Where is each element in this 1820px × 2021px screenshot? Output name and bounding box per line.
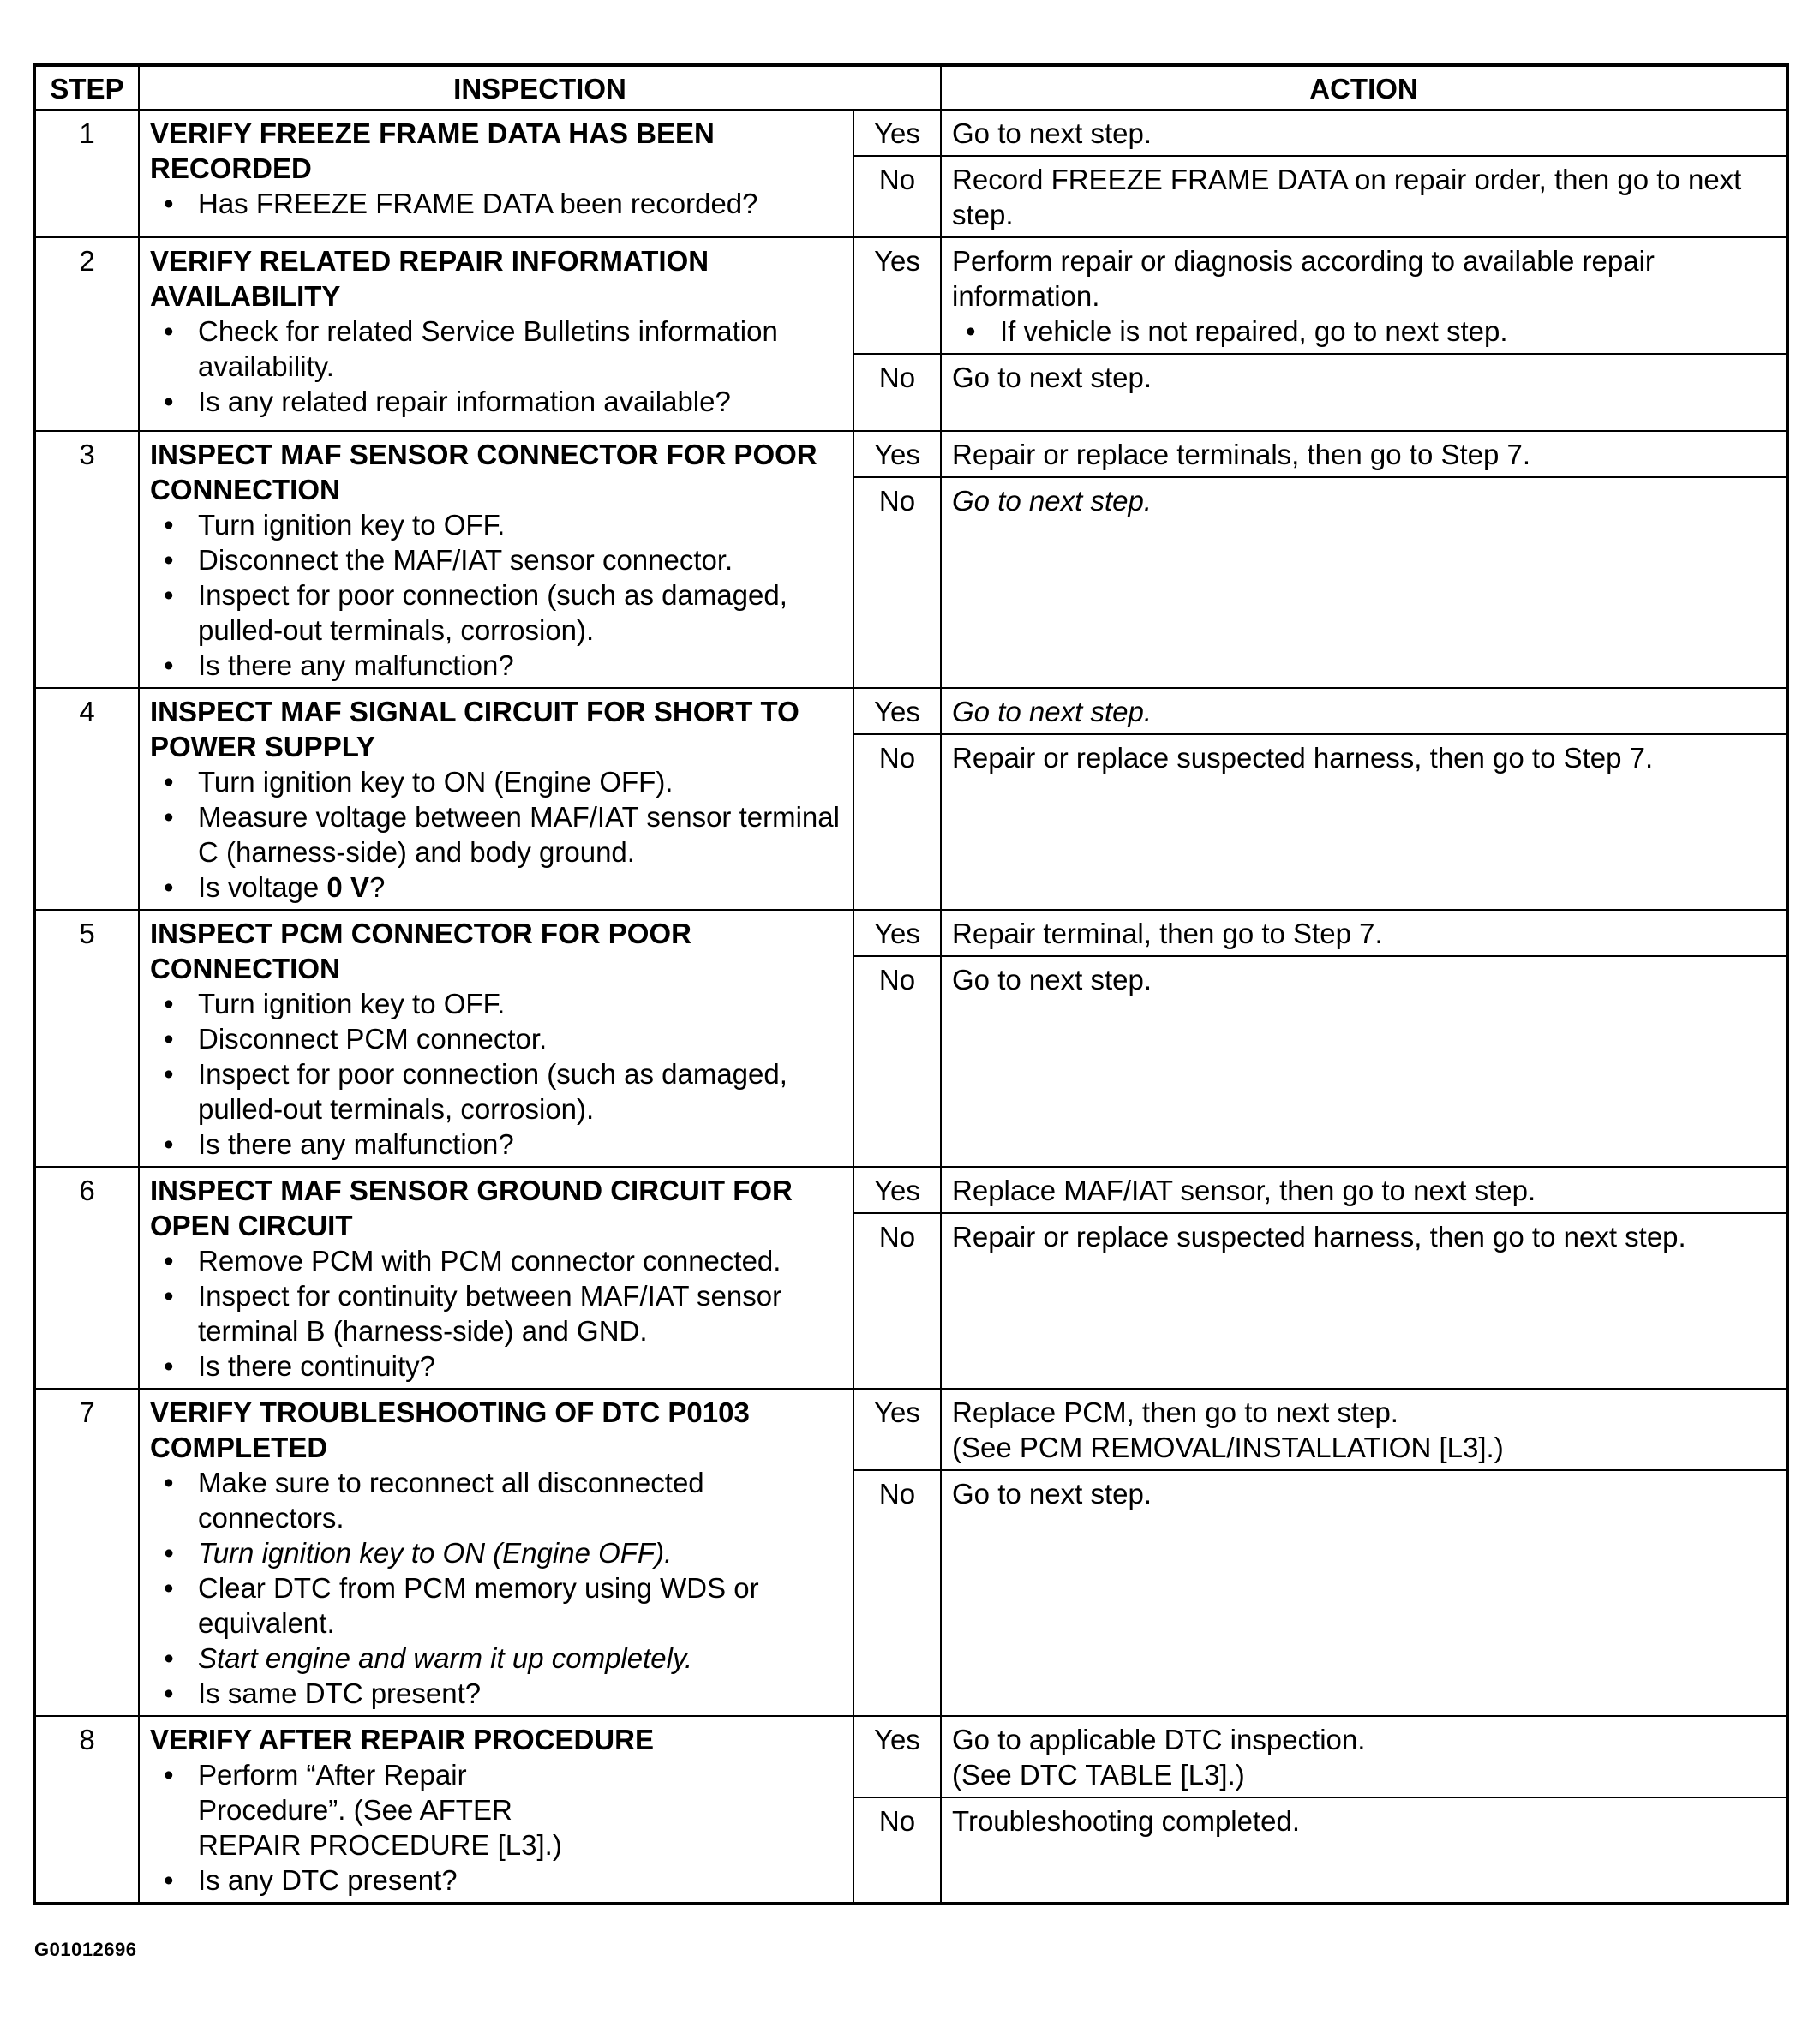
- table-row: [34, 431, 1787, 477]
- step-number: 1: [34, 110, 139, 237]
- diagnostic-procedure-table: [33, 63, 1789, 1905]
- table-row: [34, 1167, 1787, 1213]
- header-step: STEP: [34, 65, 139, 110]
- inspection-bullet: • Inspect for poor connection (such as damaged, pulled-out terminals, corrosion).: [198, 1056, 842, 1127]
- yes-action-reference: (See DTC TABLE [L3].): [952, 1759, 1245, 1791]
- table-row: [34, 110, 1787, 156]
- yes-label: Yes: [853, 431, 941, 477]
- table-row: [34, 910, 1787, 956]
- no-action: Troubleshooting completed.: [941, 1797, 1787, 1904]
- inspection-bullet: • Turn ignition key to OFF.: [198, 986, 842, 1021]
- inspection-bullet: • Make sure to reconnect all disconnected connectors.: [198, 1465, 842, 1535]
- inspection-title: INSPECT MAF SENSOR GROUND CIRCUIT FOR OPEN CIRCUIT: [150, 1175, 793, 1241]
- yes-action-cell: [941, 1389, 1787, 1470]
- inspection-bullet: • Is any DTC present?: [198, 1863, 620, 1898]
- table-row: [34, 1716, 1787, 1797]
- table-header-row: [34, 65, 1787, 110]
- inspection-title: INSPECT MAF SENSOR CONNECTOR FOR POOR CONNECTION: [150, 439, 817, 505]
- no-label: No: [853, 734, 941, 910]
- yes-action: Go to applicable DTC inspection.: [952, 1724, 1366, 1755]
- inspection-bullet: • Turn ignition key to ON (Engine OFF).: [198, 764, 842, 799]
- no-label: No: [853, 1213, 941, 1389]
- yes-label: Yes: [853, 688, 941, 734]
- inspection-bullet: • Perform “After Repair Procedure”. (See AFTER REPAIR PROCEDURE [L3].): [198, 1757, 620, 1863]
- inspection-cell: [139, 910, 853, 1167]
- voltage-value: 0 V: [326, 871, 369, 903]
- inspection-bullet: • Is same DTC present?: [198, 1676, 842, 1711]
- inspection-cell: [139, 237, 853, 431]
- inspection-cell: [139, 688, 853, 910]
- inspection-bullet: • Is there continuity?: [198, 1348, 842, 1384]
- yes-label: Yes: [853, 1389, 941, 1470]
- inspection-bullet: • Turn ignition key to OFF.: [198, 507, 842, 542]
- yes-label: Yes: [853, 1716, 941, 1797]
- no-label: No: [853, 156, 941, 237]
- step-number: 6: [34, 1167, 139, 1389]
- no-action: Repair or replace suspected harness, then go to next step.: [941, 1213, 1787, 1389]
- figure-code: G01012696: [34, 1939, 137, 1960]
- inspection-title: INSPECT MAF SIGNAL CIRCUIT FOR SHORT TO POWER SUPPLY: [150, 696, 799, 762]
- no-label: No: [853, 1470, 941, 1716]
- step-number: 5: [34, 910, 139, 1167]
- inspection-bullet: • Start engine and warm it up completely.: [198, 1641, 842, 1676]
- inspection-bullet: • Clear DTC from PCM memory using WDS or equivalent.: [198, 1570, 842, 1641]
- yes-label: Yes: [853, 910, 941, 956]
- inspection-title: VERIFY FREEZE FRAME DATA HAS BEEN RECORDED: [150, 117, 715, 184]
- no-action: Go to next step.: [941, 1470, 1787, 1716]
- step-number: 8: [34, 1716, 139, 1904]
- no-action: Go to next step.: [941, 956, 1787, 1167]
- yes-action-cell: [941, 237, 1787, 354]
- inspection-bullet: • Is there any malfunction?: [198, 648, 842, 683]
- no-label: No: [853, 956, 941, 1167]
- step-number: 2: [34, 237, 139, 431]
- inspection-cell: [139, 1167, 853, 1389]
- inspection-bullet: • Is there any malfunction?: [198, 1127, 842, 1162]
- no-action: Repair or replace suspected harness, then go to Step 7.: [941, 734, 1787, 910]
- yes-label: Yes: [853, 1167, 941, 1213]
- inspection-bullet: [198, 870, 842, 905]
- header-action: ACTION: [941, 65, 1787, 110]
- yes-action-bullet: • If vehicle is not repaired, go to next step.: [1000, 314, 1775, 349]
- no-label: No: [853, 354, 941, 431]
- inspection-cell: [139, 1389, 853, 1716]
- no-label: No: [853, 1797, 941, 1904]
- yes-action-reference: (See PCM REMOVAL/INSTALLATION [L3].): [952, 1432, 1504, 1463]
- yes-action: Go to next step.: [941, 110, 1787, 156]
- no-action: Go to next step.: [941, 354, 1787, 431]
- inspection-bullet: • Check for related Service Bulletins information availability.: [198, 314, 842, 384]
- yes-action: Repair terminal, then go to Step 7.: [941, 910, 1787, 956]
- yes-action: Replace MAF/IAT sensor, then go to next step.: [941, 1167, 1787, 1213]
- step-number: 7: [34, 1389, 139, 1716]
- step-number: 4: [34, 688, 139, 910]
- inspection-cell: [139, 110, 853, 237]
- yes-action-cell: [941, 1716, 1787, 1797]
- yes-action: Go to next step.: [941, 688, 1787, 734]
- no-action: Go to next step.: [941, 477, 1787, 688]
- inspection-bullet: • Measure voltage between MAF/IAT sensor terminal C (harness-side) and body ground.: [198, 799, 842, 870]
- inspection-bullet: • Inspect for poor connection (such as damaged, pulled-out terminals, corrosion).: [198, 577, 842, 648]
- inspection-bullet: • Has FREEZE FRAME DATA been recorded?: [198, 186, 842, 221]
- step-number: 3: [34, 431, 139, 688]
- inspection-cell: [139, 431, 853, 688]
- inspection-bullet: • Disconnect PCM connector.: [198, 1021, 842, 1056]
- yes-label: Yes: [853, 237, 941, 354]
- header-inspection: INSPECTION: [139, 65, 941, 110]
- yes-action: Repair or replace terminals, then go to Step 7.: [941, 431, 1787, 477]
- inspection-bullet: • Inspect for continuity between MAF/IAT sensor terminal B (harness-side) and GND.: [198, 1278, 842, 1348]
- table-row: [34, 1389, 1787, 1470]
- inspection-title: VERIFY TROUBLESHOOTING OF DTC P0103 COMPLETED: [150, 1396, 750, 1463]
- inspection-bullet: • Remove PCM with PCM connector connected.: [198, 1243, 842, 1278]
- inspection-title: VERIFY RELATED REPAIR INFORMATION AVAILABILITY: [150, 245, 709, 312]
- bullet-text: ?: [368, 871, 386, 903]
- inspection-bullet: • Is any related repair information available?: [198, 384, 842, 419]
- no-action: Record FREEZE FRAME DATA on repair order, then go to next step.: [941, 156, 1787, 237]
- table-row: [34, 237, 1787, 354]
- inspection-title: VERIFY AFTER REPAIR PROCEDURE: [150, 1724, 654, 1755]
- inspection-cell: [139, 1716, 853, 1904]
- inspection-bullet: • Turn ignition key to ON (Engine OFF).: [198, 1535, 842, 1570]
- bullet-text: Is voltage: [198, 871, 327, 903]
- inspection-title: INSPECT PCM CONNECTOR FOR POOR CONNECTION: [150, 918, 691, 984]
- yes-action: Perform repair or diagnosis according to available repair information.: [952, 245, 1655, 312]
- yes-label: Yes: [853, 110, 941, 156]
- yes-action: Replace PCM, then go to next step.: [952, 1396, 1398, 1428]
- inspection-bullet: • Disconnect the MAF/IAT sensor connector.: [198, 542, 842, 577]
- no-label: No: [853, 477, 941, 688]
- table-row: [34, 688, 1787, 734]
